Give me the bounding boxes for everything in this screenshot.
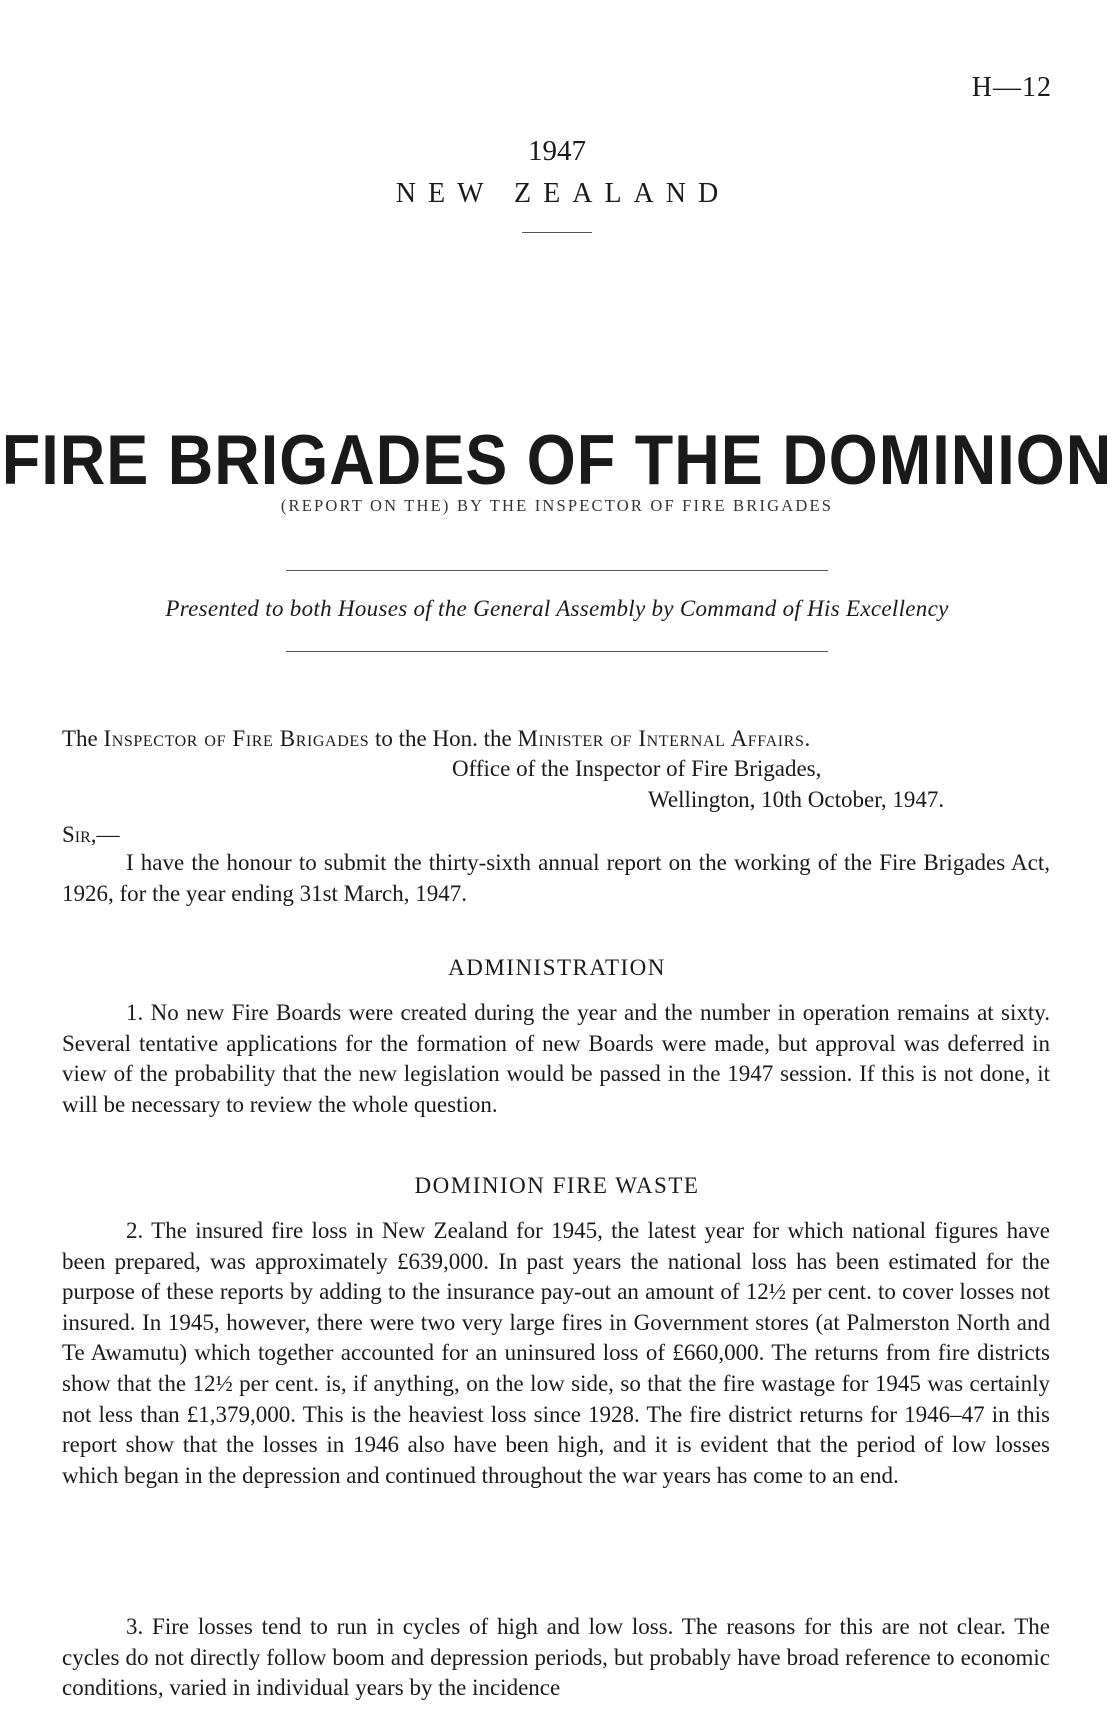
paragraph-1-text: 1. No new Fire Boards were created during the year and the number in operation remains at sixty. Several tentative applications for the formation of new Boards were made, but approval was deferred in view of the probability that the new legislation would be passed in the 1947 session. If this is not done, it will be necessary to review the whole question. xyxy=(62,1000,1050,1117)
paragraph-1 xyxy=(62,998,1050,1120)
heading-fire-waste: DOMINION FIRE WASTE xyxy=(414,1173,700,1198)
addressee-to: Minister of Internal Affairs. xyxy=(517,726,811,751)
rule-above-presented xyxy=(286,570,828,571)
rule-below-presented xyxy=(286,651,828,652)
report-title: FIRE BRIGADES OF THE DOMINION xyxy=(1,421,1113,500)
letter-addressee xyxy=(62,726,811,752)
paragraph-3-text: 3. Fire losses tend to run in cycles of high and low loss. The reasons for this are not clear. The cycles do not directly follow boom and depression periods, but probably have broad reference to economic conditions, varied in individual years by the incidence xyxy=(62,1614,1050,1701)
paragraph-2 xyxy=(62,1216,1050,1491)
letter-intro-text: I have the honour to submit the thirty-sixth annual report on the working of the Fire Brigades Act, 1926, for the year ending 31st March, 1947. xyxy=(62,850,1050,906)
paragraph-3 xyxy=(62,1612,1050,1704)
letter-intro xyxy=(62,848,1050,909)
country-name: NEW ZEALAND xyxy=(395,178,731,209)
letter-place-date: Wellington, 10th October, 1947. xyxy=(648,787,945,812)
addressee-prefix: The xyxy=(62,726,98,751)
paragraph-2-text: 2. The insured fire loss in New Zealand for 1945, the latest year for which national figures have been prepared, was approximately £639,000. In past years the national loss has been estimated for the purpose of these reports by adding to the insurance pay-out an amount of 12½ per cent. to cover losses not insured. In 1945, however, there were two very large fires in Government stores (at Palmerston North and Te Awamutu) which together accounted for an uninsured loss of £660,000. The returns from fire districts show that the 12½ per cent. is, if anything, on the low side, so that the fire wastage for 1945 was certainly not less than £1,379,000. This is the heaviest loss since 1928. The fire district returns for 1946–47 in this report show that the losses in 1946 also have been high, and it is evident that the period of low losses which began in the depression and continued throughout the war years has come to an end. xyxy=(62,1218,1050,1488)
report-subtitle: (REPORT ON THE) BY THE INSPECTOR OF FIRE BRIGADES xyxy=(280,496,834,515)
heading-administration: ADMINISTRATION xyxy=(448,955,666,980)
addressee-from: Inspector of Fire Brigades xyxy=(103,726,370,751)
letter-office: Office of the Inspector of Fire Brigades, xyxy=(452,756,822,781)
addressee-mid: to the Hon. the xyxy=(374,726,512,751)
report-year: 1947 xyxy=(528,135,586,167)
letter-salutation: Sir,— xyxy=(62,822,120,847)
paper-number: H—12 xyxy=(971,72,1052,103)
header-rule xyxy=(522,232,592,233)
presented-line: Presented to both Houses of the General Assembly by Command of His Excellency xyxy=(165,596,949,621)
